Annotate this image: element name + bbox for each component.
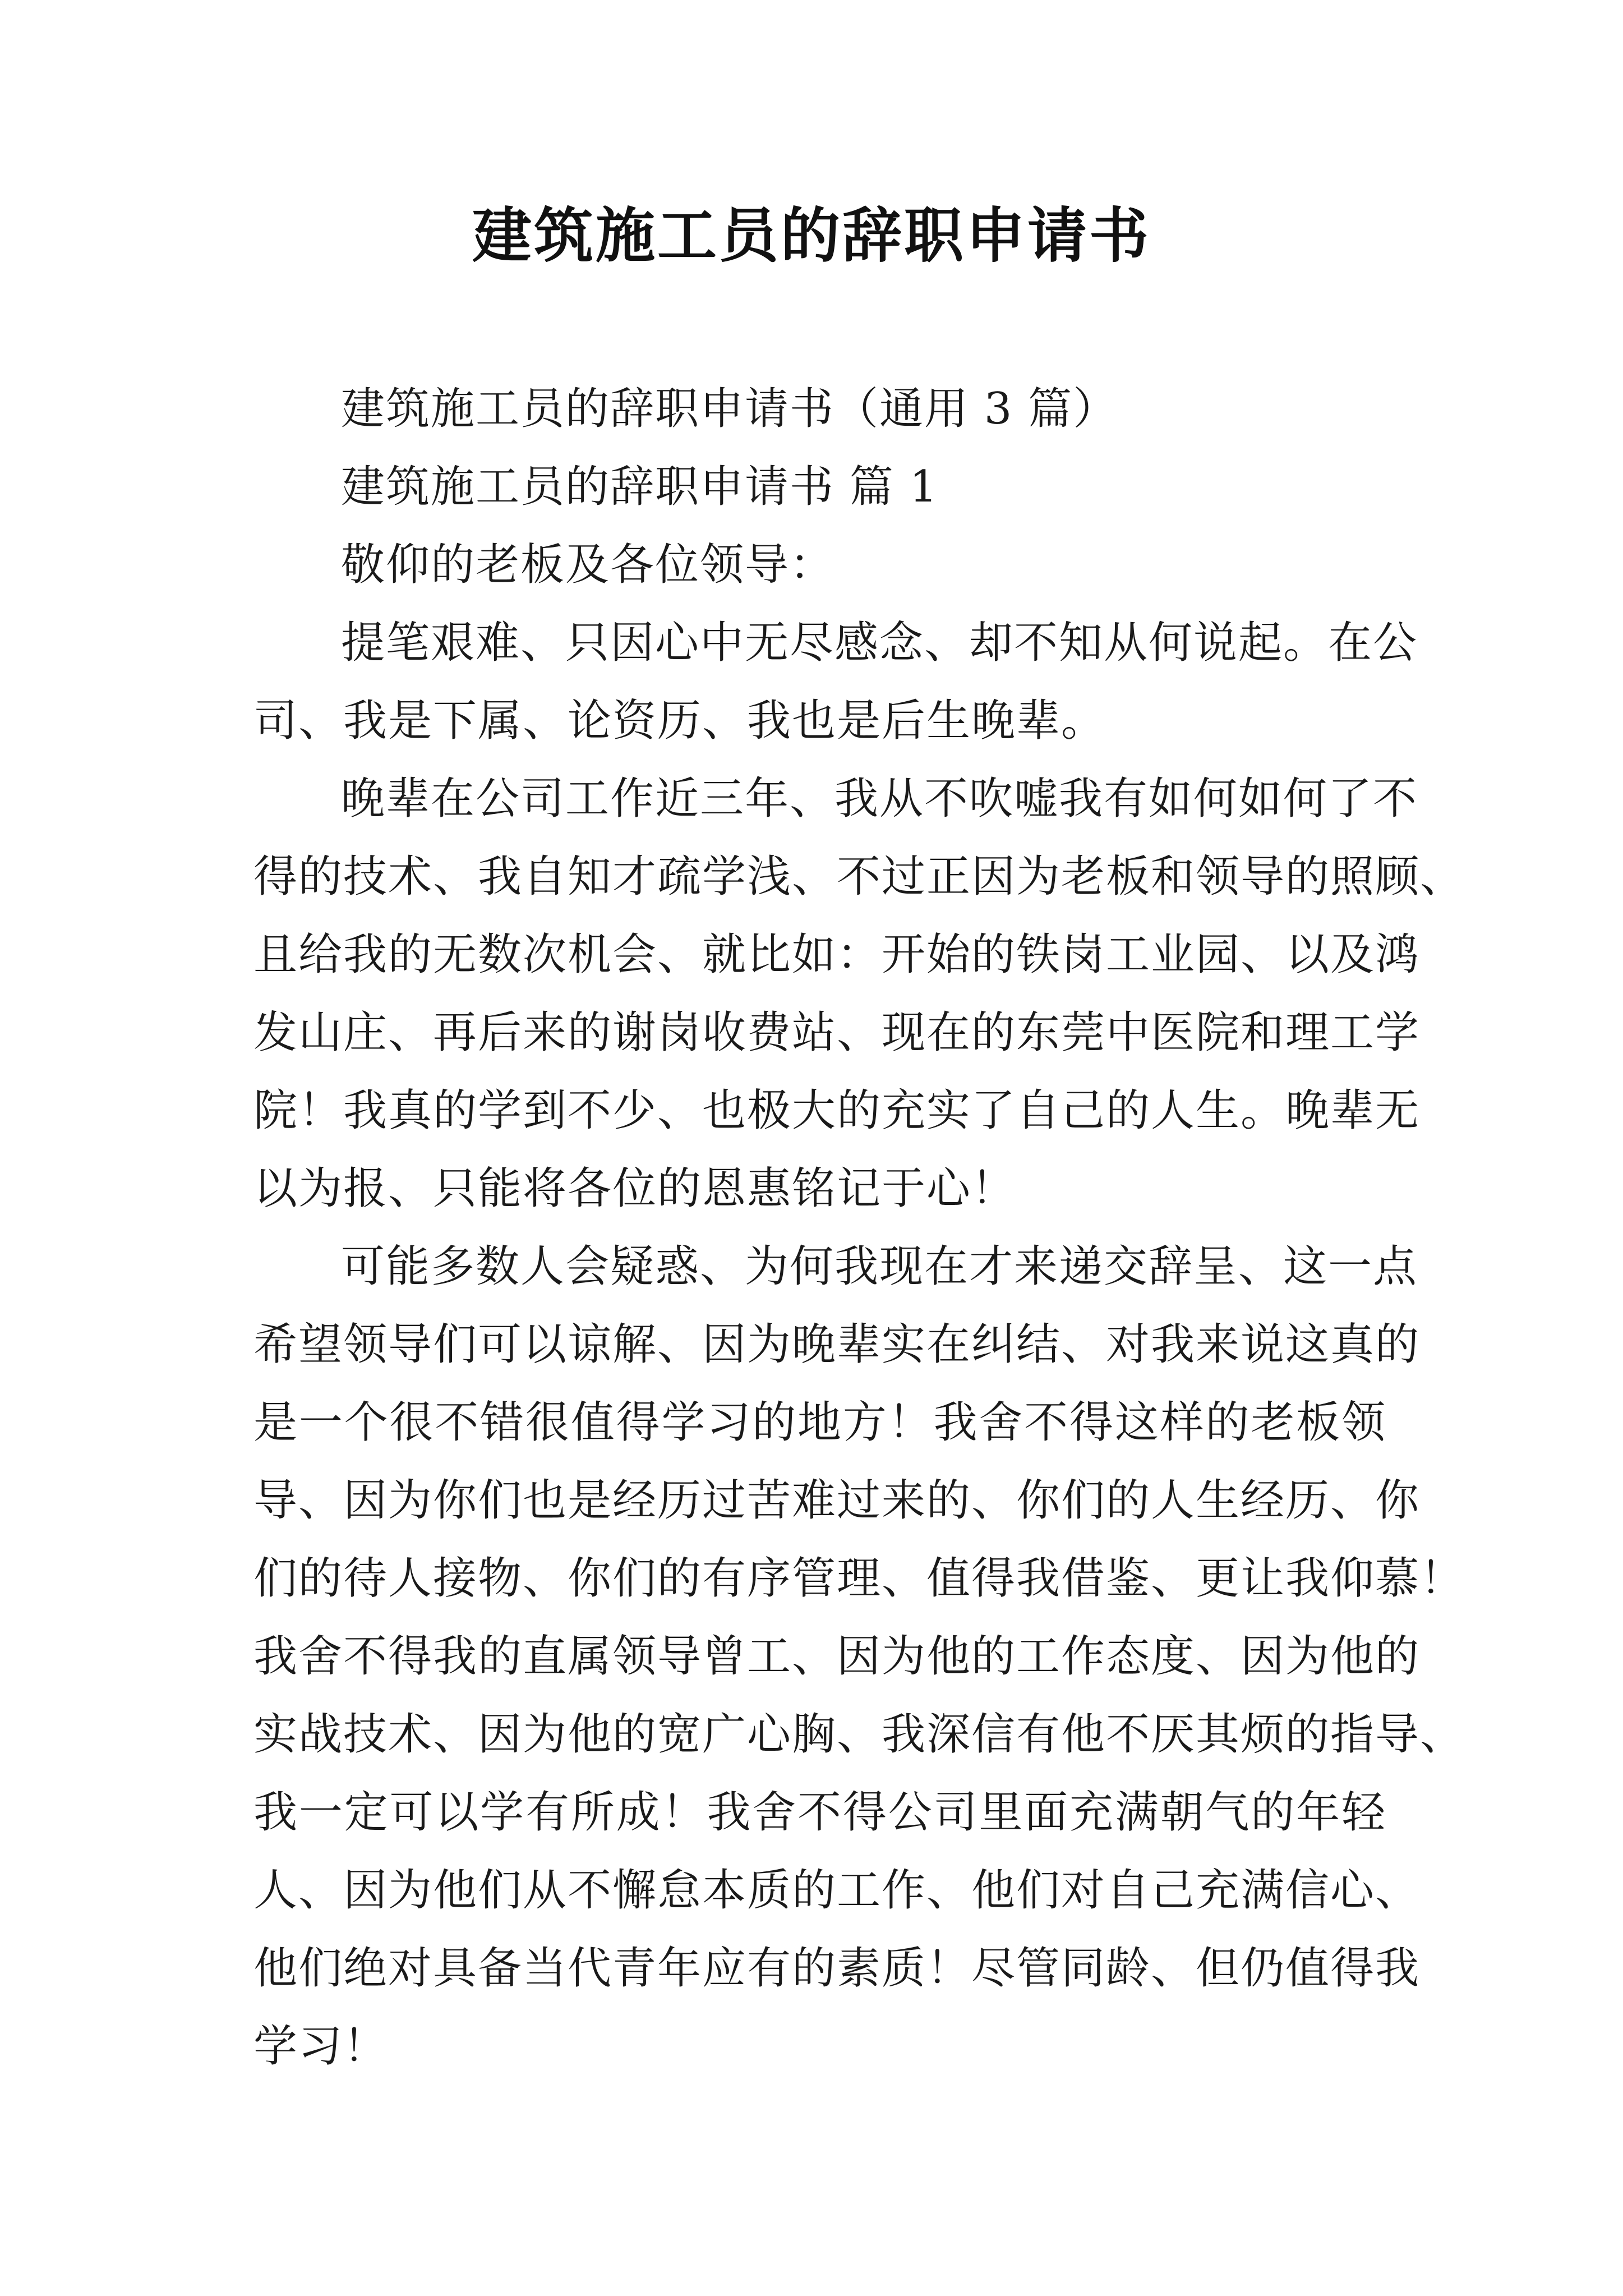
paragraph-section-heading bbox=[253, 448, 1386, 526]
text-line: 发山庄、再后来的谢岗收费站、现在的东莞中医院和理工学 bbox=[253, 1007, 1421, 1058]
paragraph-body-2 bbox=[253, 760, 1465, 1228]
text-line: 建筑施工员的辞职申请书 篇 1 bbox=[341, 462, 939, 512]
text-line: 我舍不得我的直属领导曾工、因为他的工作态度、因为他的 bbox=[253, 1631, 1421, 1682]
text-line: 学习！ bbox=[253, 2021, 389, 2072]
text-line: 晚辈在公司工作近三年、我从不吹嘘我有如何如何了不 bbox=[341, 774, 1418, 824]
text-line: 司、我是下属、论资历、我也是后生晚辈。 bbox=[253, 696, 1106, 746]
document-title: 建筑施工员的辞职申请书 bbox=[472, 200, 1151, 270]
text-line: 是一个很不错很值得学习的地方！我舍不得这样的老板领 bbox=[253, 1397, 1386, 1448]
text-line: 们的待人接物、你们的有序管理、值得我借鉴、更让我仰慕！ bbox=[253, 1553, 1465, 1604]
text-line: 导、因为你们也是经历过苦难过来的、你们的人生经历、你 bbox=[253, 1475, 1421, 1526]
paragraph-body-3 bbox=[253, 1228, 1465, 2086]
text-line: 他们绝对具备当代青年应有的素质！尽管同龄、但仍值得我 bbox=[253, 1943, 1421, 1994]
text-line: 可能多数人会疑惑、为何我现在才来递交辞呈、这一点 bbox=[341, 1241, 1418, 1292]
paragraph-subtitle bbox=[253, 370, 1386, 448]
text-line: 院！我真的学到不少、也极大的充实了自己的人生。晚辈无 bbox=[253, 1085, 1421, 1136]
text-line: 且给我的无数次机会、就比如：开始的铁岗工业园、以及鸿 bbox=[253, 930, 1421, 980]
document-body bbox=[253, 370, 1465, 2086]
text-line: 人、因为他们从不懈怠本质的工作、他们对自己充满信心、 bbox=[253, 1865, 1421, 1916]
text-line: 希望领导们可以谅解、因为晚辈实在纠结、对我来说这真的 bbox=[253, 1319, 1421, 1370]
text-line: 得的技术、我自知才疏学浅、不过正因为老板和领导的照顾、 bbox=[253, 852, 1465, 902]
text-line: 建筑施工员的辞职申请书（通用 3 篇） bbox=[341, 384, 1118, 434]
text-line: 提笔艰难、只因心中无尽感念、却不知从何说起。在公 bbox=[341, 618, 1418, 668]
paragraph-salutation bbox=[253, 526, 1386, 604]
paragraph-body-1 bbox=[253, 604, 1418, 760]
text-line: 以为报、只能将各位的恩惠铭记于心！ bbox=[253, 1163, 1017, 1214]
text-line: 实战技术、因为他的宽广心胸、我深信有他不厌其烦的指导、 bbox=[253, 1709, 1465, 1760]
text-line: 敬仰的老板及各位领导： bbox=[341, 540, 835, 590]
text-line: 我一定可以学有所成！我舍不得公司里面充满朝气的年轻 bbox=[253, 1787, 1386, 1838]
